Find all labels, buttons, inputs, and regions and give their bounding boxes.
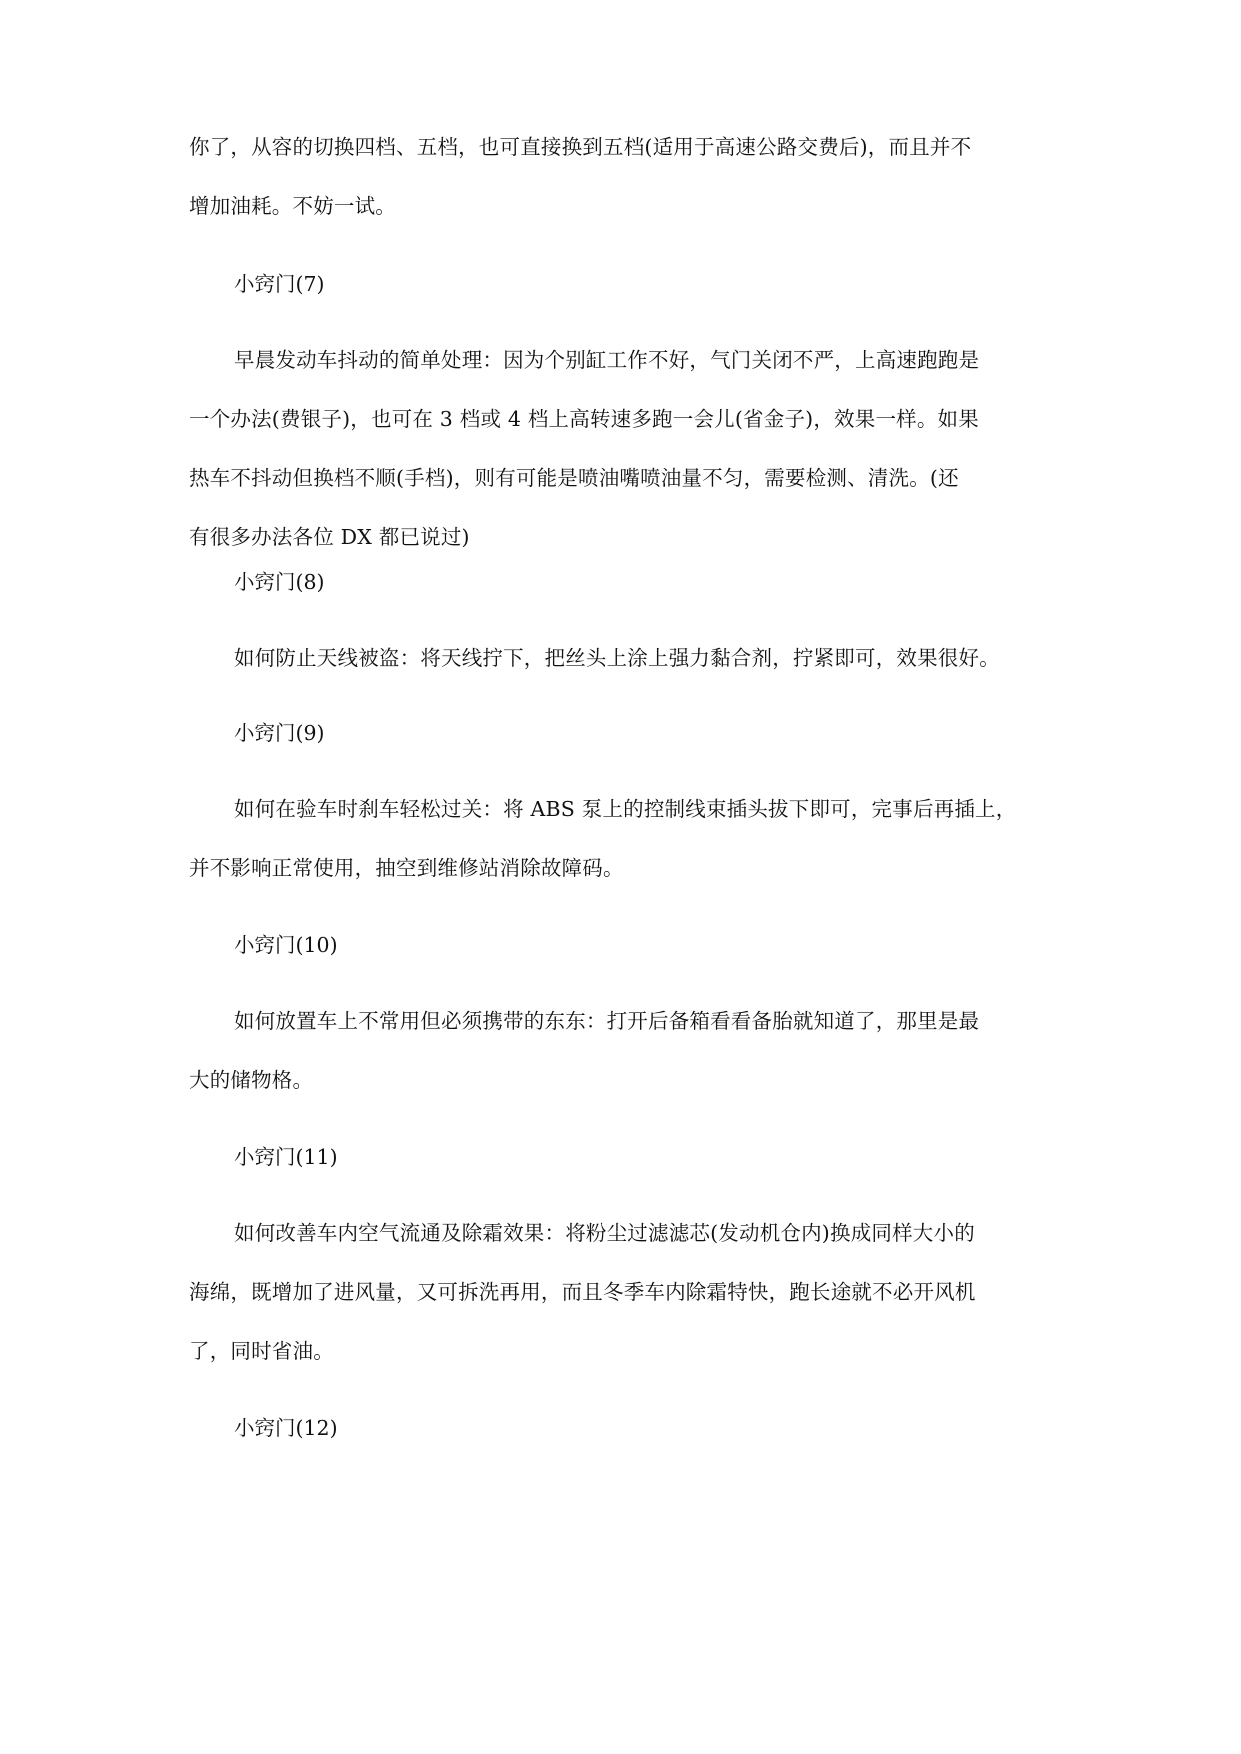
text-line: 一个办法(费银子)，也可在 3 档或 4 档上高转速多跑一会儿(省金子)，效果一样。如果 [189,407,979,431]
paragraph-tip-8 [189,629,1059,688]
paragraph-intro [189,118,1059,236]
paragraph-tip-10 [189,992,1059,1110]
text-line: 如何改善车内空气流通及除霜效果：将粉尘过滤滤芯(发动机仓内)换成同样大小的 [234,1221,975,1245]
text-line: 海绵，既增加了进风量，又可拆洗再用，而且冬季车内除霜特快，跑长途就不必开风机 [189,1280,976,1304]
tip-heading-12: 小窍门(12) [234,1416,338,1440]
tip-heading-9: 小窍门(9) [234,721,325,745]
text-line: 热车不抖动但换档不顺(手档)，则有可能是喷油嘴喷油量不匀，需要检测、清洗。(还 [189,466,959,490]
paragraph-tip-9 [189,780,1059,898]
tip-heading-8: 小窍门(8) [234,570,325,594]
text-line: 有很多办法各位 DX 都已说过) [189,525,470,549]
paragraph-tip-11 [189,1204,1059,1381]
text-line: 如何放置车上不常用但必须携带的东东：打开后备箱看看备胎就知道了，那里是最 [234,1009,980,1033]
paragraph-tip-7 [189,331,1059,567]
text-line: 大的储物格。 [189,1068,314,1092]
text-line: 了，同时省油。 [189,1339,334,1363]
text-line: 并不影响正常使用，抽空到维修站消除故障码。 [189,856,624,880]
text-line: 如何在验车时刹车轻松过关：将 ABS 泵上的控制线束插头拔下即可，完事后再插上， [234,797,1017,821]
text-line: 如何防止天线被盗：将天线拧下，把丝头上涂上强力黏合剂，拧紧即可，效果很好。 [234,646,1000,670]
text-line: 早晨发动车抖动的简单处理：因为个别缸工作不好，气门关闭不严，上高速跑跑是 [234,348,980,372]
tip-heading-7: 小窍门(7) [234,272,325,296]
tip-heading-10: 小窍门(10) [234,933,338,957]
text-line: 增加油耗。不妨一试。 [189,194,396,218]
tip-heading-11: 小窍门(11) [234,1145,338,1169]
text-line: 你了，从容的切换四档、五档，也可直接换到五档(适用于高速公路交费后)，而且并不 [189,135,972,159]
